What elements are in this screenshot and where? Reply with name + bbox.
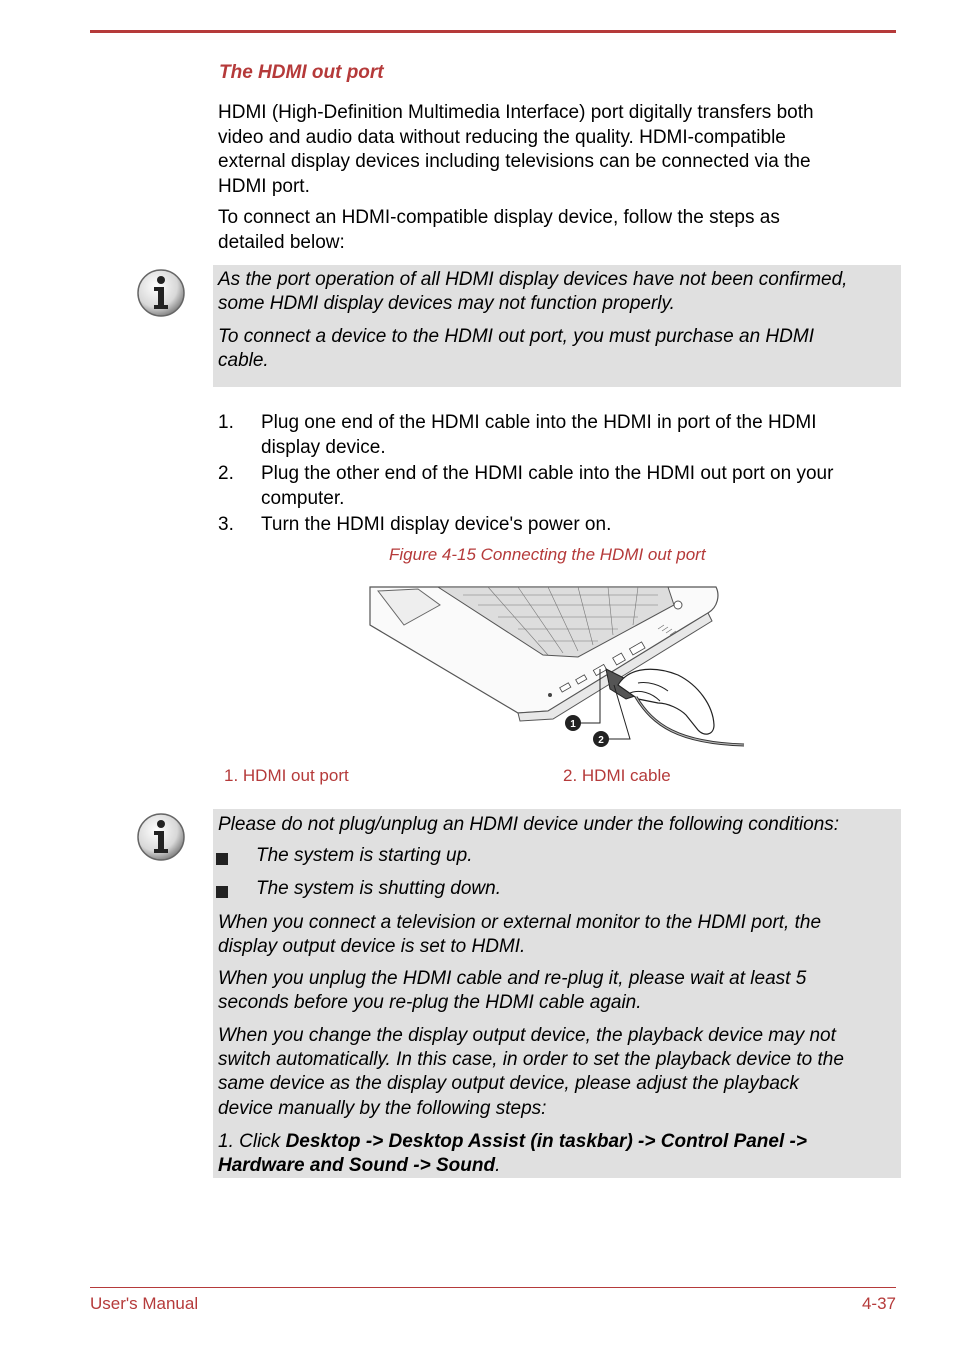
- svg-text:2: 2: [598, 735, 604, 746]
- hdmi-connection-illustration: [368, 585, 748, 755]
- note-intro: Please do not plug/unplug an HDMI device under the following conditions:: [218, 814, 840, 835]
- intro-paragraph-2: [218, 206, 888, 255]
- step-text: Turn the HDMI display device's power on.: [261, 514, 612, 535]
- note-line: same device as the display output device, please adjust the playback: [218, 1073, 799, 1094]
- section-title: The HDMI out port: [219, 62, 384, 83]
- note-line: seconds before you re-plug the HDMI cable again.: [218, 992, 642, 1013]
- note-line: As the port operation of all HDMI display devices have not been confirmed,: [218, 269, 848, 290]
- note-instruction-line-1: [218, 1130, 898, 1155]
- note-line: some HDMI display devices may not function properly.: [218, 293, 675, 314]
- step-text: computer.: [261, 487, 345, 509]
- note-instruction-line-2: [218, 1154, 898, 1179]
- note-line: To connect a device to the HDMI out port, you must purchase an HDMI: [218, 326, 814, 347]
- step-number: 3.: [218, 514, 234, 535]
- text-line: video and audio data without reducing the quality. HDMI-compatible: [218, 126, 786, 148]
- note-line: When you unplug the HDMI cable and re-plug it, please wait at least 5: [218, 968, 807, 989]
- note-line: cable.: [218, 350, 269, 371]
- text-line: HDMI port.: [218, 175, 310, 197]
- bullet-text: The system is shutting down.: [256, 878, 501, 899]
- instruction-prefix: 1. Click: [218, 1131, 286, 1152]
- steps-list: [218, 411, 898, 540]
- step-item: [218, 462, 898, 511]
- note-line: When you connect a television or external monitor to the HDMI port, the: [218, 912, 822, 933]
- note-box-plug-conditions: [213, 809, 901, 1178]
- info-icon: [136, 268, 186, 318]
- bullet-square-icon: [216, 853, 228, 865]
- footer-manual-title: User's Manual: [90, 1294, 199, 1313]
- bullet-item: [213, 845, 893, 869]
- step-number: 2.: [218, 463, 234, 484]
- step-number: 1.: [218, 412, 234, 433]
- callout-2: [593, 731, 609, 747]
- instruction-path: Hardware and Sound -> Sound: [218, 1155, 496, 1176]
- figure-caption: Figure 4-15 Connecting the HDMI out port: [389, 545, 706, 564]
- intro-paragraph-1: [218, 101, 888, 199]
- page-number: 4-37: [861, 1294, 896, 1313]
- step-item: [218, 513, 898, 538]
- info-icon: [136, 812, 186, 862]
- text-line: HDMI (High-Definition Multimedia Interface) port digitally transfers both: [218, 102, 814, 123]
- note-line: When you change the display output device, the playback device may not: [218, 1025, 836, 1046]
- step-item: [218, 411, 898, 460]
- step-text: Plug the other end of the HDMI cable into the HDMI out port on your: [261, 463, 834, 484]
- note-box-port-operation: [213, 265, 901, 387]
- text-line: To connect an HDMI-compatible display device, follow the steps as: [218, 207, 780, 228]
- legend-hdmi-out-port: 1. HDMI out port: [224, 766, 349, 785]
- bullet-square-icon: [216, 886, 228, 898]
- header-rule: [90, 30, 896, 33]
- bullet-text: The system is starting up.: [256, 845, 473, 866]
- svg-text:1: 1: [570, 719, 576, 730]
- note-line: display output device is set to HDMI.: [218, 936, 526, 957]
- text-line: external display devices including televisions can be connected via the: [218, 151, 811, 172]
- step-text: display device.: [261, 436, 386, 458]
- legend-hdmi-cable: 2. HDMI cable: [563, 766, 671, 785]
- text-line: detailed below:: [218, 231, 345, 253]
- instruction-path: Desktop -> Desktop Assist (in taskbar) -> Control Panel ->: [285, 1131, 807, 1152]
- footer-rule: [90, 1287, 896, 1288]
- instruction-suffix: .: [495, 1155, 501, 1176]
- callout-1: [565, 715, 581, 731]
- note-line: device manually by the following steps:: [218, 1098, 547, 1119]
- note-line: switch automatically. In this case, in order to set the playback device to the: [218, 1049, 844, 1070]
- step-text: Plug one end of the HDMI cable into the HDMI in port of the HDMI: [261, 412, 817, 433]
- bullet-item: [213, 878, 893, 902]
